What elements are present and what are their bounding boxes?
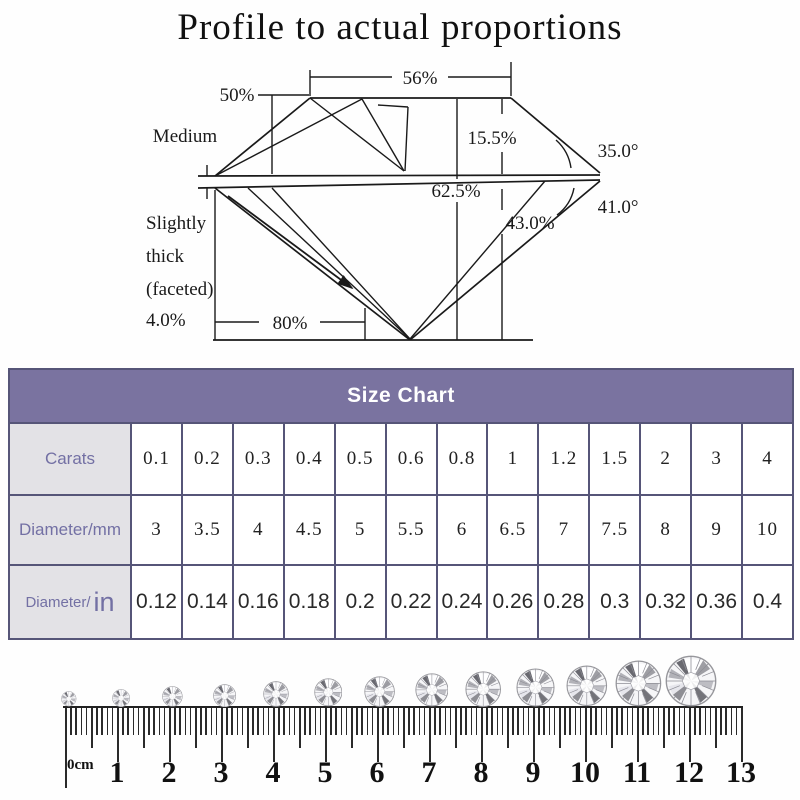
page-title: Profile to actual proportions xyxy=(177,7,623,48)
value-cell: 0.14 xyxy=(183,566,232,638)
ruler-tick xyxy=(564,708,566,735)
total-depth-label: 62.5% xyxy=(431,181,481,202)
ruler-tick xyxy=(460,708,462,735)
ruler-tick xyxy=(252,708,254,735)
ruler-tick xyxy=(169,708,171,762)
ruler-tick xyxy=(257,708,259,735)
ruler-tick xyxy=(580,708,582,735)
ruler-tick xyxy=(242,708,244,735)
ruler-tick xyxy=(387,708,389,735)
ruler-tick xyxy=(699,708,701,735)
ruler-tick xyxy=(679,708,681,735)
ruler-tick xyxy=(606,708,608,735)
ruler-tick xyxy=(361,708,363,735)
ruler-tick xyxy=(642,708,644,735)
ruler-tick xyxy=(211,708,213,735)
ruler-tick xyxy=(419,708,421,735)
ruler-tick xyxy=(559,708,561,748)
ruler-tick xyxy=(200,708,202,735)
ruler-tick xyxy=(647,708,649,735)
ruler-tick xyxy=(601,708,603,735)
diamond-icon xyxy=(566,665,608,707)
ruler-tick xyxy=(226,708,228,735)
ruler-tick xyxy=(195,708,197,748)
size-chart-table xyxy=(8,368,794,640)
value-cell: 0.22 xyxy=(387,566,436,638)
ruler-number: 1 xyxy=(109,756,125,789)
value-cell: 10 xyxy=(743,496,792,564)
value-cell: 3.5 xyxy=(183,496,232,564)
value-cell: 3 xyxy=(132,496,181,564)
ruler-tick xyxy=(741,708,743,762)
ruler-tick xyxy=(164,708,166,735)
value-cell: 6 xyxy=(438,496,487,564)
size-table-grid xyxy=(10,424,792,638)
diamond-icon xyxy=(415,673,449,707)
girdle-desc-line2: thick xyxy=(146,246,184,267)
ruler-tick xyxy=(65,708,67,788)
row-label: Diameter/mm xyxy=(10,496,130,564)
value-cell: 9 xyxy=(692,496,741,564)
ruler-number: 8 xyxy=(473,756,489,789)
size-chart-header: Size Chart xyxy=(10,370,792,422)
ruler-tick xyxy=(101,708,103,735)
value-cell: 8 xyxy=(641,496,690,564)
ruler-tick xyxy=(632,708,634,735)
value-cell: 0.1 xyxy=(132,424,181,494)
diamond-icon xyxy=(213,684,236,707)
ruler-tick xyxy=(569,708,571,735)
ruler-tick xyxy=(117,708,119,762)
ruler-tick xyxy=(398,708,400,735)
dimension-labels xyxy=(146,68,638,334)
ruler-tick xyxy=(153,708,155,735)
ruler-number: 5 xyxy=(317,756,333,789)
diamond-icon xyxy=(364,676,395,707)
ruler-tick xyxy=(283,708,285,735)
value-cell: 7 xyxy=(539,496,588,564)
ruler-tick xyxy=(684,708,686,735)
ruler-tick xyxy=(715,708,717,748)
diamond-icon xyxy=(61,691,77,707)
ruler-tick xyxy=(486,708,488,735)
ruler-tick xyxy=(112,708,114,735)
ruler-tick xyxy=(627,708,629,735)
value-cell: 0.24 xyxy=(438,566,487,638)
ruler-tick xyxy=(268,708,270,735)
ruler-tick xyxy=(403,708,405,748)
ruler-tick xyxy=(382,708,384,735)
value-cell: 0.28 xyxy=(539,566,588,638)
ruler-tick xyxy=(465,708,467,735)
ruler-tick xyxy=(346,708,348,735)
ruler-number: 9 xyxy=(525,756,541,789)
value-cell: 4.5 xyxy=(285,496,334,564)
ruler-tick xyxy=(247,708,249,748)
ruler-tick xyxy=(325,708,327,762)
value-cell: 0.2 xyxy=(336,566,385,638)
girdle-medium-label: Medium xyxy=(152,126,218,147)
diamond-icon xyxy=(465,671,501,707)
ruler-tick xyxy=(367,708,369,735)
ruler-number: 13 xyxy=(726,756,756,789)
ruler-zero-label: 0cm xyxy=(67,757,94,773)
value-cell: 0.6 xyxy=(387,424,436,494)
diamond-icon xyxy=(263,681,289,707)
ruler-tick xyxy=(81,708,83,735)
ruler-tick xyxy=(138,708,140,735)
value-cell: 0.4 xyxy=(285,424,334,494)
value-cell: 0.3 xyxy=(234,424,283,494)
ruler-tick xyxy=(491,708,493,735)
ruler-tick xyxy=(575,708,577,735)
ruler-tick xyxy=(429,708,431,762)
ruler-number: 7 xyxy=(421,756,437,789)
diamond-icon xyxy=(112,689,130,707)
ruler-tick xyxy=(616,708,618,735)
ruler-tick xyxy=(533,708,535,762)
ruler-tick xyxy=(543,708,545,735)
ruler-tick xyxy=(330,708,332,735)
ruler-number: 12 xyxy=(674,756,704,789)
ruler-tick xyxy=(304,708,306,735)
ruler-tick xyxy=(335,708,337,735)
value-cell: 4 xyxy=(234,496,283,564)
ruler-tick xyxy=(512,708,514,735)
ruler-tick xyxy=(148,708,150,735)
ruler-tick xyxy=(122,708,124,735)
ruler-tick xyxy=(143,708,145,748)
ruler-tick xyxy=(445,708,447,735)
ruler-tick xyxy=(673,708,675,735)
value-cell: 0.36 xyxy=(692,566,741,638)
value-cell: 2 xyxy=(641,424,690,494)
ruler-tick xyxy=(96,708,98,735)
ruler-tick xyxy=(471,708,473,735)
value-cell: 1.2 xyxy=(539,424,588,494)
ruler-tick xyxy=(320,708,322,735)
ruler-tick xyxy=(91,708,93,748)
value-cell: 3 xyxy=(692,424,741,494)
ruler-tick xyxy=(413,708,415,735)
ruler-tick xyxy=(424,708,426,735)
ruler-tick xyxy=(127,708,129,735)
ruler-tick xyxy=(731,708,733,735)
ruler-number: 6 xyxy=(369,756,385,789)
ruler-tick xyxy=(481,708,483,762)
value-cell: 0.5 xyxy=(336,424,385,494)
ruler-tick xyxy=(231,708,233,735)
ruler-tick xyxy=(273,708,275,762)
ruler-tick xyxy=(611,708,613,748)
ruler-tick xyxy=(289,708,291,735)
ruler-tick xyxy=(476,708,478,735)
ruler-tick xyxy=(736,708,738,735)
value-cell: 7.5 xyxy=(590,496,639,564)
ruler-tick xyxy=(221,708,223,762)
ruler-tick xyxy=(75,708,77,735)
ruler-tick xyxy=(351,708,353,748)
ruler-number: 10 xyxy=(570,756,600,789)
ruler-tick xyxy=(725,708,727,735)
ruler-tick xyxy=(190,708,192,735)
ruler-tick xyxy=(377,708,379,762)
value-cell: 4 xyxy=(743,424,792,494)
ruler-tick xyxy=(658,708,660,735)
ruler-tick xyxy=(434,708,436,735)
ruler-tick xyxy=(523,708,525,735)
ruler-number: 11 xyxy=(622,756,652,789)
ruler-tick xyxy=(185,708,187,735)
value-cell: 0.4 xyxy=(743,566,792,638)
ruler-tick xyxy=(663,708,665,748)
ruler-tick xyxy=(502,708,504,735)
ruler-tick xyxy=(507,708,509,748)
diamond-icon xyxy=(516,668,555,707)
girdle-desc-line3: (faceted) xyxy=(146,279,214,300)
ruler-tick xyxy=(653,708,655,735)
ruler-tick xyxy=(621,708,623,735)
value-cell: 1.5 xyxy=(590,424,639,494)
ruler-tick xyxy=(179,708,181,735)
ruler-tick xyxy=(554,708,556,735)
ruler-tick xyxy=(299,708,301,748)
value-cell: 5 xyxy=(336,496,385,564)
row-label: Carats xyxy=(10,424,130,494)
value-cell: 6.5 xyxy=(488,496,537,564)
diamond-icon xyxy=(162,686,183,707)
value-cell: 0.18 xyxy=(285,566,334,638)
ruler-tick xyxy=(216,708,218,735)
ruler-tick xyxy=(689,708,691,762)
star-percent-label: 50% xyxy=(219,85,255,106)
pavilion-depth-label: 43.0% xyxy=(505,213,555,234)
ruler-tick xyxy=(668,708,670,735)
lower-girdle-label: 80% xyxy=(272,313,308,334)
ruler-tick xyxy=(107,708,109,735)
ruler-tick xyxy=(315,708,317,735)
ruler-tick xyxy=(549,708,551,735)
diamond-icon xyxy=(314,678,343,707)
ruler-number: 2 xyxy=(161,756,177,789)
ruler-tick xyxy=(356,708,358,735)
ruler-tick xyxy=(710,708,712,735)
value-cell: 0.2 xyxy=(183,424,232,494)
ruler-tick xyxy=(694,708,696,735)
ruler-tick xyxy=(174,708,176,735)
ruler-number: 4 xyxy=(265,756,281,789)
ruler-tick xyxy=(637,708,639,762)
ruler-tick xyxy=(237,708,239,735)
pavilion-angle-label: 41.0° xyxy=(597,197,639,218)
value-cell: 0.3 xyxy=(590,566,639,638)
ruler-tick xyxy=(294,708,296,735)
value-cell: 0.8 xyxy=(438,424,487,494)
ruler-tick xyxy=(538,708,540,735)
ruler-tick xyxy=(205,708,207,735)
ruler-tick xyxy=(595,708,597,735)
ruler-tick xyxy=(159,708,161,735)
table-percent-label: 56% xyxy=(402,68,438,89)
crown-angle-label: 35.0° xyxy=(597,141,639,162)
value-cell: 1 xyxy=(488,424,537,494)
ruler-tick xyxy=(450,708,452,735)
ruler-tick xyxy=(341,708,343,735)
value-cell: 0.16 xyxy=(234,566,283,638)
ruler-tick xyxy=(585,708,587,762)
value-cell: 0.12 xyxy=(132,566,181,638)
ruler-tick xyxy=(393,708,395,735)
row-label: Diameter/ in xyxy=(10,566,130,638)
ruler-tick xyxy=(278,708,280,735)
ruler-tick xyxy=(439,708,441,735)
ruler-tick xyxy=(372,708,374,735)
ruler-tick xyxy=(720,708,722,735)
ruler-tick xyxy=(705,708,707,735)
ruler-tick xyxy=(263,708,265,735)
ruler-tick xyxy=(86,708,88,735)
ruler-section xyxy=(0,650,800,800)
value-cell: 0.26 xyxy=(488,566,537,638)
ruler-number: 3 xyxy=(213,756,229,789)
ruler-tick xyxy=(528,708,530,735)
ruler-tick xyxy=(309,708,311,735)
diamond-profile-diagram xyxy=(0,0,800,362)
ruler-tick xyxy=(590,708,592,735)
ruler-tick xyxy=(133,708,135,735)
ruler-tick xyxy=(455,708,457,748)
ruler-tick xyxy=(70,708,72,735)
diamond-icon xyxy=(665,655,717,707)
diamond-icon xyxy=(615,660,662,707)
ruler-tick xyxy=(408,708,410,735)
ruler-tick xyxy=(517,708,519,735)
ruler-tick xyxy=(497,708,499,735)
girdle-desc-line4: 4.0% xyxy=(146,310,186,331)
crown-height-label: 15.5% xyxy=(467,128,517,149)
girdle-desc-line1: Slightly xyxy=(146,213,207,234)
value-cell: 5.5 xyxy=(387,496,436,564)
value-cell: 0.32 xyxy=(641,566,690,638)
